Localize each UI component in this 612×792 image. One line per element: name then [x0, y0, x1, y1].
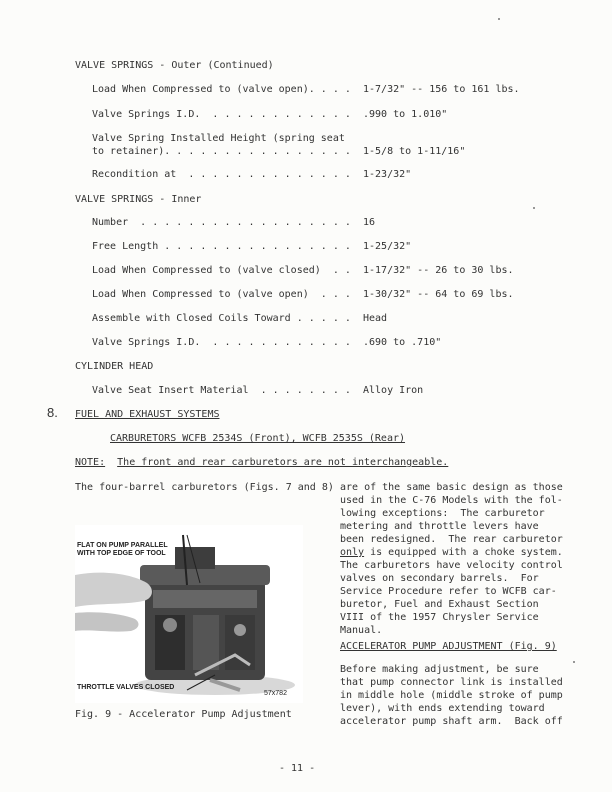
figure-label-pump-parallel: FLAT ON PUMP PARALLEL WITH TOP EDGE OF TOOL — [77, 542, 168, 557]
note-text: The front and rear carburetors are not interchangeable. — [117, 457, 449, 468]
emphasis-only: only — [340, 547, 365, 558]
body-line: accelerator pump shaft arm. Back off — [340, 716, 563, 727]
spec-label: Free Length . . . . . . . . . . . . . . . . — [92, 241, 351, 252]
spec-label: Load When Compressed to (valve closed) . . — [92, 265, 351, 276]
note-label: NOTE: — [75, 457, 106, 468]
body-line: Service Procedure refer to WCFB car- — [340, 586, 557, 597]
spec-label-continued: to retainer). . . . . . . . . . . . . . . . — [92, 146, 351, 157]
spec-value: 1-17/32" -- 26 to 30 lbs. — [363, 265, 514, 276]
spec-value: 1-23/32" — [363, 169, 412, 180]
body-line: lowing exceptions: The carburetor — [340, 508, 545, 519]
section-heading-cylinder-head: CYLINDER HEAD — [75, 361, 154, 372]
body-line: Before making adjustment, be sure — [340, 664, 539, 675]
spec-label: Load When Compressed to (valve open). . . . — [92, 84, 351, 95]
body-line — [340, 546, 563, 559]
carburetor-heading: CARBURETORS WCFB 2534S (Front), WCFB 2535S (Rear) — [110, 433, 406, 444]
body-line: that pump connector link is installed — [340, 677, 563, 688]
body-line: are of the same basic design as those — [340, 482, 563, 493]
spec-value: 1-5/8 to 1-11/16" — [363, 146, 466, 157]
body-line: buretor, Fuel and Exhaust Section — [340, 599, 539, 610]
body-line: Manual. — [340, 625, 383, 636]
body-line: The carburetors have velocity control — [340, 560, 563, 571]
body-line: been redesigned. The rear carburetor — [340, 534, 563, 545]
spec-value: 1-30/32" -- 64 to 69 lbs. — [363, 289, 514, 300]
body-line: lever), with ends extending toward — [340, 703, 545, 714]
spec-label: Valve Seat Insert Material . . . . . . . . — [92, 385, 351, 396]
scan-speck — [498, 18, 500, 20]
subheading-accelerator-pump: ACCELERATOR PUMP ADJUSTMENT (Fig. 9) — [340, 641, 557, 652]
figure-caption: Fig. 9 - Accelerator Pump Adjustment — [75, 709, 292, 720]
section-heading-valve-springs-inner: VALVE SPRINGS - Inner — [75, 194, 202, 205]
scan-speck — [533, 207, 535, 209]
section-title: FUEL AND EXHAUST SYSTEMS — [75, 409, 220, 420]
body-line: metering and throttle levers have — [340, 521, 539, 532]
page-number: - 11 - — [279, 763, 316, 774]
spec-value: 1-7/32" -- 156 to 161 lbs. — [363, 84, 520, 95]
body-line-rest: is equipped with a choke system. — [364, 547, 563, 558]
body-line: valves on secondary barrels. For — [340, 573, 539, 584]
spec-value: 1-25/32" — [363, 241, 412, 252]
section-heading-valve-springs-outer: VALVE SPRINGS - Outer (Continued) — [75, 60, 274, 71]
body-line: VIII of the 1957 Chrysler Service — [340, 612, 539, 623]
spec-label: Number . . . . . . . . . . . . . . . . . . — [92, 217, 351, 228]
scan-speck — [573, 661, 575, 663]
section-number: 8. — [47, 405, 58, 420]
spec-label: Valve Spring Installed Height (spring seat — [92, 133, 345, 144]
spec-label: Recondition at . . . . . . . . . . . . . . — [92, 169, 351, 180]
figure-photo-number: 57x782 — [264, 690, 287, 697]
figure-label-throttle-valves: THROTTLE VALVES CLOSED — [77, 684, 175, 691]
spec-value: Head — [363, 313, 388, 324]
spec-value: .690 to .710" — [363, 337, 442, 348]
spec-value: 16 — [363, 217, 376, 228]
spec-label: Assemble with Closed Coils Toward . . . . . — [92, 313, 351, 324]
spec-label: Valve Springs I.D. . . . . . . . . . . . . — [92, 109, 351, 120]
spec-label: Valve Springs I.D. . . . . . . . . . . . . — [92, 337, 351, 348]
note — [75, 456, 448, 469]
body-line: used in the C-76 Models with the fol- — [340, 495, 563, 506]
spec-value: Alloy Iron — [363, 385, 424, 396]
body-text-left: The four-barrel carburetors (Figs. 7 and 8) — [75, 482, 334, 493]
body-line: in middle hole (middle stroke of pump — [340, 690, 563, 701]
spec-value: .990 to 1.010" — [363, 109, 448, 120]
spec-label: Load When Compressed to (valve open) . . . — [92, 289, 351, 300]
